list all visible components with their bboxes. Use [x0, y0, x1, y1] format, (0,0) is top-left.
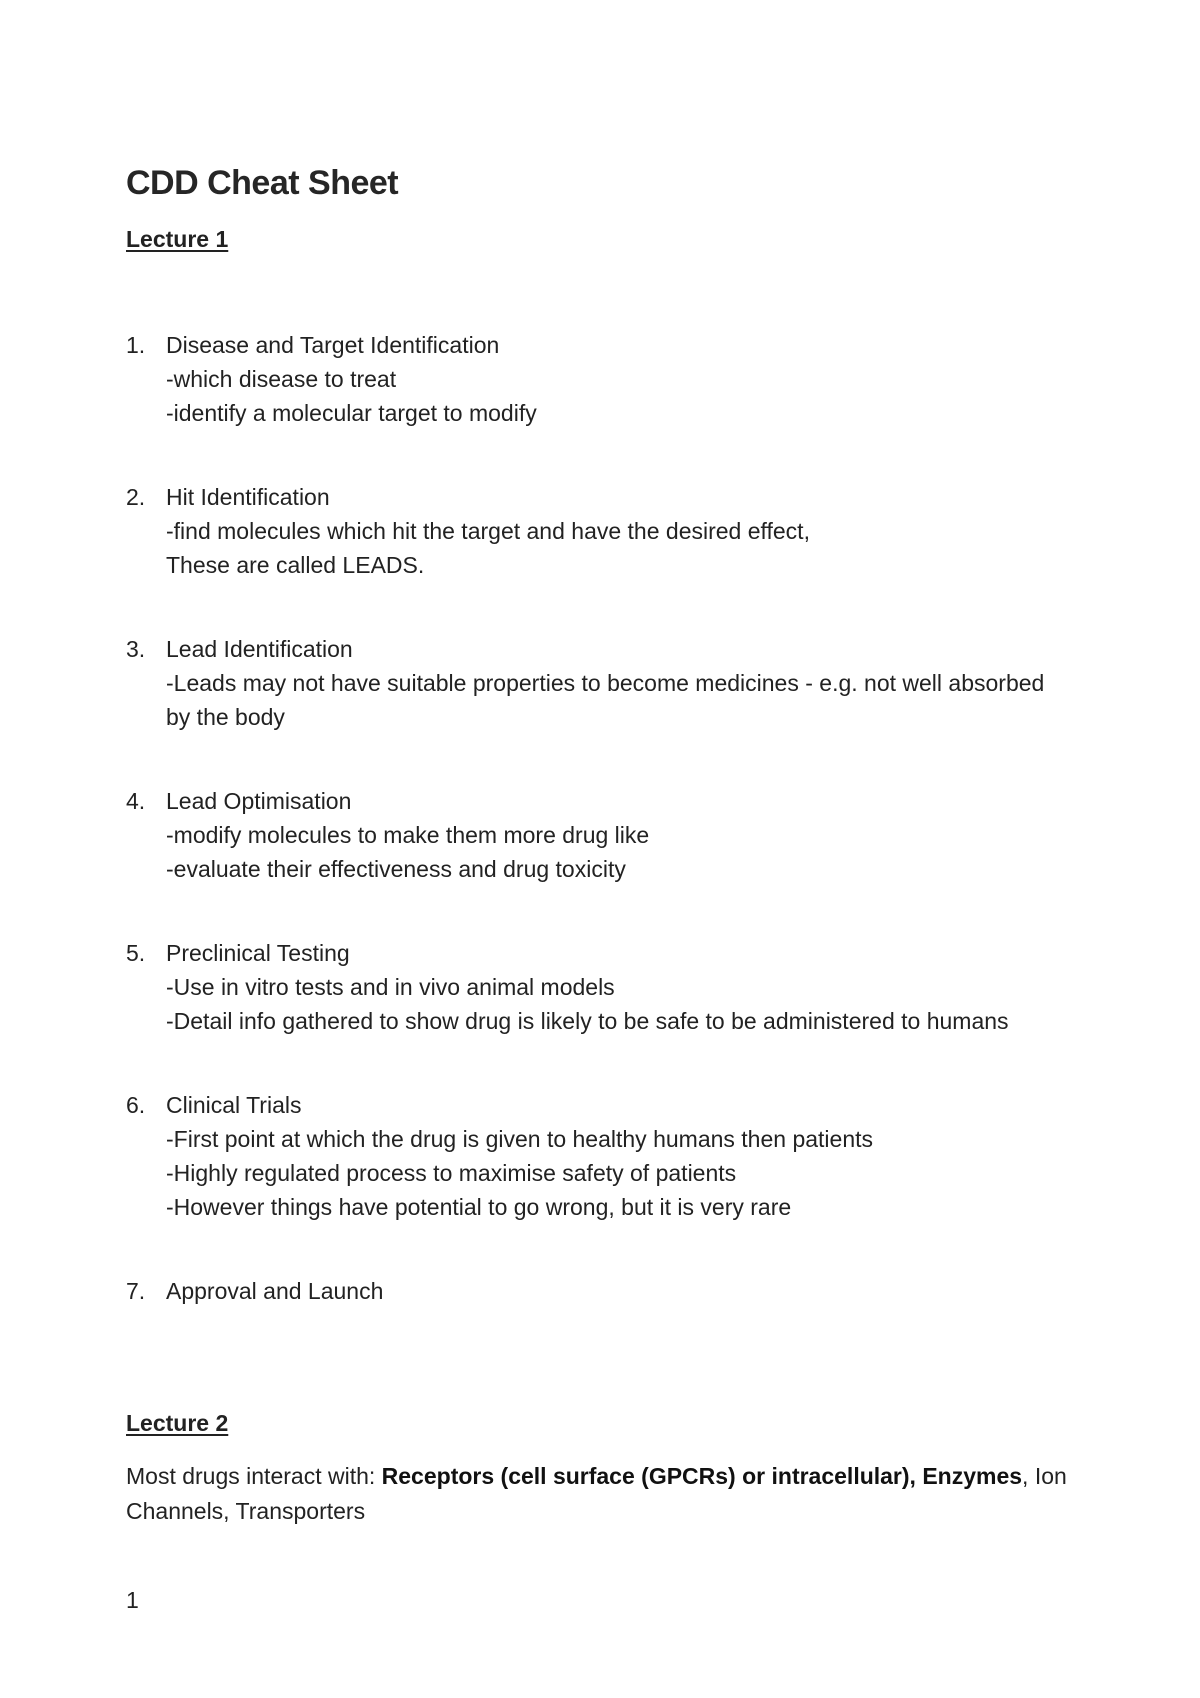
list-item — [126, 1274, 1126, 1308]
list-item — [126, 480, 1126, 582]
step-detail: -Highly regulated process to maximise safety of patients — [166, 1160, 737, 1186]
drug-targets-prefix: Most drugs interact with: — [126, 1463, 382, 1489]
step-number: 2. — [126, 484, 146, 510]
step-heading: Lead Identification — [166, 636, 353, 662]
page-title: CDD Cheat Sheet — [126, 164, 399, 202]
step-detail: -Leads may not have suitable properties to become medicines - e.g. not well absorbed by the body — [166, 670, 1045, 730]
step-number: 7. — [126, 1278, 146, 1304]
page-number: 1 — [126, 1587, 139, 1613]
step-detail: -identify a molecular target to modify — [166, 400, 537, 426]
step-detail: -modify molecules to make them more drug like — [166, 822, 650, 848]
step-detail: -evaluate their effectiveness and drug toxicity — [166, 856, 626, 882]
list-item — [126, 328, 1126, 430]
step-detail: -which disease to treat — [166, 366, 397, 392]
drug-targets-bold: Receptors (cell surface (GPCRs) or intracellular), Enzymes — [381, 1463, 1023, 1489]
step-heading: Clinical Trials — [166, 1092, 302, 1118]
list-item — [126, 1088, 1126, 1224]
step-detail: -First point at which the drug is given to healthy humans then patients — [166, 1126, 874, 1152]
step-heading: Preclinical Testing — [166, 940, 350, 966]
step-detail: -However things have potential to go wrong, but it is very rare — [166, 1194, 792, 1220]
step-number: 1. — [126, 332, 146, 358]
drug-discovery-steps — [126, 328, 1126, 1308]
drug-targets-paragraph — [126, 1459, 1106, 1529]
step-heading: Lead Optimisation — [166, 788, 352, 814]
step-heading: Approval and Launch — [166, 1278, 384, 1304]
step-number: 3. — [126, 636, 146, 662]
step-note: These are called LEADS. — [166, 552, 425, 578]
drug-targets-suffix: , Ion Channels, Transporters — [126, 1463, 1067, 1524]
step-number: 5. — [126, 940, 146, 966]
step-heading: Hit Identification — [166, 484, 330, 510]
step-detail: -Detail info gathered to show drug is likely to be safe to be administered to humans — [166, 1008, 1009, 1034]
list-item — [126, 784, 1126, 886]
lecture-2-heading: Lecture 2 — [126, 1410, 229, 1436]
step-heading: Disease and Target Identification — [166, 332, 500, 358]
list-item — [126, 632, 1126, 734]
step-number: 4. — [126, 788, 146, 814]
list-item — [126, 936, 1126, 1038]
step-detail: -Use in vitro tests and in vivo animal models — [166, 974, 615, 1000]
step-number: 6. — [126, 1092, 146, 1118]
lecture-1-heading: Lecture 1 — [126, 226, 229, 252]
step-detail: -find molecules which hit the target and have the desired effect, — [166, 518, 810, 544]
